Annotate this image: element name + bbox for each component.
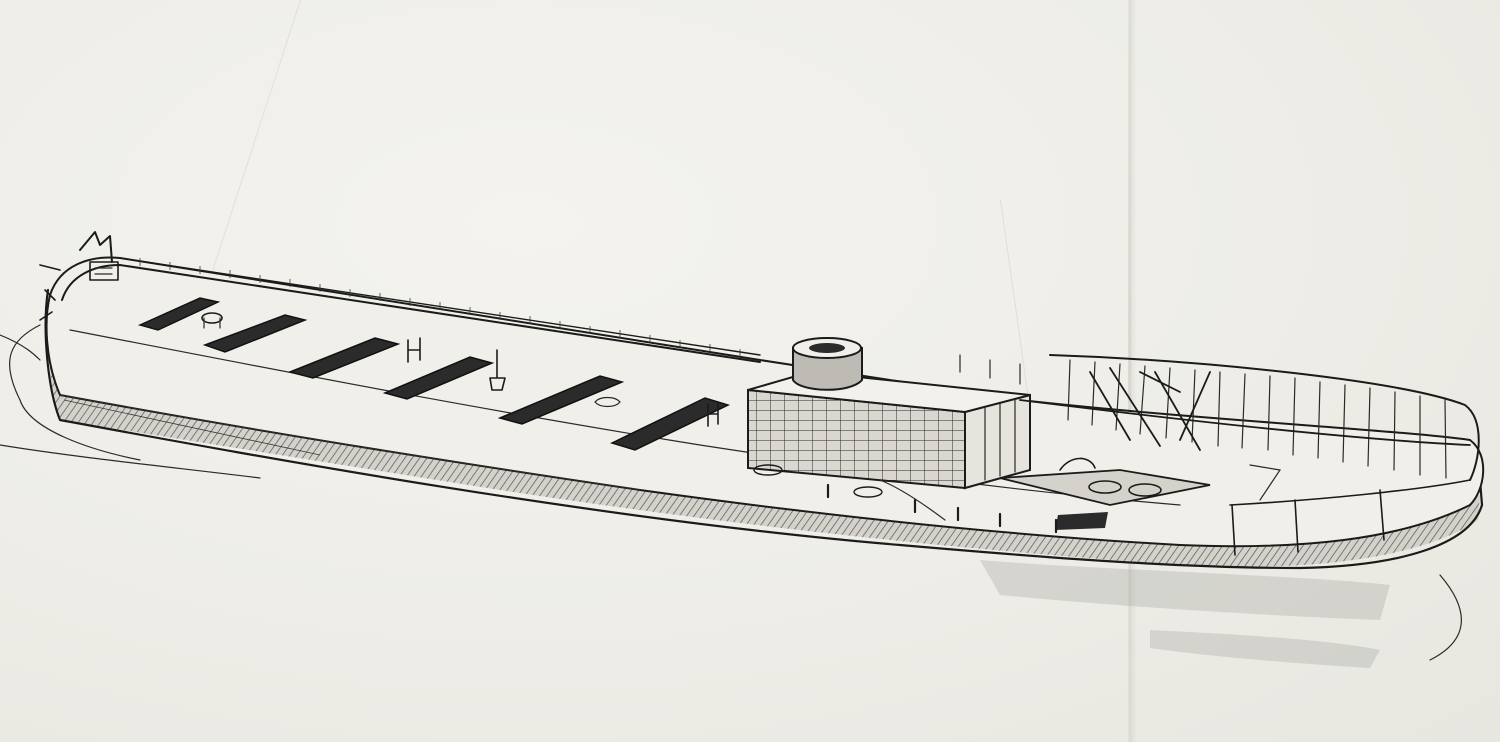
deckhouse [748, 372, 1030, 488]
stack-icon [793, 338, 862, 390]
water-reflection [980, 560, 1390, 668]
